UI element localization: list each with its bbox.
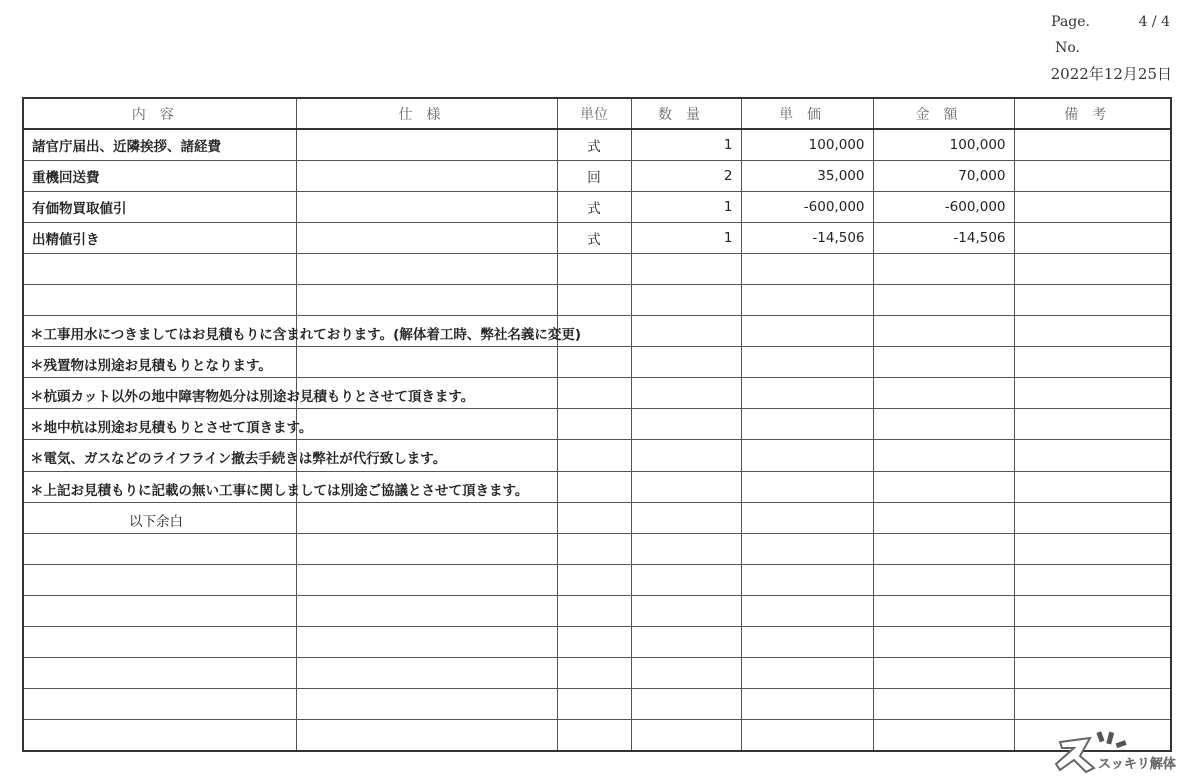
item-amount xyxy=(873,191,1014,222)
empty-cell xyxy=(557,627,631,658)
empty-cell xyxy=(557,595,631,626)
empty-cell xyxy=(1014,409,1171,440)
empty-cell xyxy=(873,564,1014,595)
empty-cell xyxy=(741,409,873,440)
item-unit-price xyxy=(741,160,873,191)
item-unit-text: 式 xyxy=(587,200,601,217)
empty-cell xyxy=(631,502,741,533)
empty-row xyxy=(23,627,1171,658)
empty-cell xyxy=(631,440,741,471)
item-qty xyxy=(631,222,741,253)
empty-cell xyxy=(296,689,557,720)
note-row xyxy=(23,471,1171,502)
item-qty-text: 1 xyxy=(723,229,733,246)
empty-cell xyxy=(557,689,631,720)
empty-cell xyxy=(1014,440,1171,471)
note-text xyxy=(23,378,475,409)
empty-cell xyxy=(873,316,1014,347)
document-number-label: No. xyxy=(1055,40,1080,56)
estimate-table xyxy=(22,97,1172,752)
empty-cell xyxy=(557,378,631,409)
empty-cell xyxy=(296,284,557,315)
empty-row xyxy=(23,720,1171,751)
empty-row xyxy=(23,564,1171,595)
item-unit xyxy=(557,191,631,222)
empty-cell xyxy=(741,627,873,658)
item-unit xyxy=(557,160,631,191)
empty-cell xyxy=(741,720,873,751)
item-name xyxy=(23,160,296,191)
empty-cell xyxy=(557,502,631,533)
empty-cell xyxy=(873,440,1014,471)
empty-cell xyxy=(557,564,631,595)
item-note xyxy=(1014,222,1171,253)
item-unit xyxy=(557,129,631,160)
item-name-text: 重機回送費 xyxy=(32,169,100,186)
empty-cell xyxy=(557,658,631,689)
empty-cell xyxy=(873,533,1014,564)
empty-cell xyxy=(631,595,741,626)
item-name-text: 諸官庁届出、近隣挨拶、諸経費 xyxy=(32,138,221,155)
empty-cell xyxy=(296,720,557,751)
empty-cell xyxy=(631,316,741,347)
item-note xyxy=(1014,160,1171,191)
item-name-text: 有価物買取値引 xyxy=(32,200,127,217)
item-spec xyxy=(296,160,557,191)
empty-cell xyxy=(23,720,296,751)
note-text xyxy=(23,471,529,502)
item-name xyxy=(23,191,296,222)
item-unit-price xyxy=(741,129,873,160)
empty-cell xyxy=(631,253,741,284)
item-qty xyxy=(631,191,741,222)
document-date: 2022年12月25日 xyxy=(1050,65,1172,83)
empty-cell xyxy=(873,284,1014,315)
empty-row xyxy=(23,284,1171,315)
column-header-unit-price: 単価 xyxy=(741,98,873,129)
item-amount-text: 70,000 xyxy=(958,167,1006,184)
empty-cell xyxy=(1014,471,1171,502)
empty-cell xyxy=(631,471,741,502)
empty-cell xyxy=(23,533,296,564)
empty-cell xyxy=(873,347,1014,378)
item-unit-price-text: -600,000 xyxy=(803,198,865,215)
empty-cell xyxy=(631,347,741,378)
item-unit-price-text: 100,000 xyxy=(808,136,865,153)
empty-cell xyxy=(741,471,873,502)
empty-cell xyxy=(741,658,873,689)
empty-cell xyxy=(631,720,741,751)
note-text xyxy=(23,440,447,471)
note-text xyxy=(23,347,296,378)
note-row xyxy=(23,378,1171,409)
empty-cell xyxy=(1014,689,1171,720)
empty-row xyxy=(23,253,1171,284)
note-text-text: ＊電気、ガスなどのライフライン撤去手続きは弊社が代行致します。 xyxy=(30,451,447,468)
empty-cell xyxy=(1014,284,1171,315)
table-row xyxy=(23,191,1171,222)
page-label: Page. xyxy=(1051,14,1090,30)
empty-cell xyxy=(741,440,873,471)
item-name xyxy=(23,222,296,253)
empty-cell xyxy=(873,720,1014,751)
item-spec xyxy=(296,191,557,222)
note-row xyxy=(23,440,1171,471)
item-qty xyxy=(631,129,741,160)
empty-cell xyxy=(631,627,741,658)
empty-cell xyxy=(23,564,296,595)
end-mark-row xyxy=(23,502,1171,533)
item-spec xyxy=(296,129,557,160)
empty-cell xyxy=(296,253,557,284)
item-unit-text: 式 xyxy=(587,231,601,248)
item-qty-text: 1 xyxy=(723,136,733,153)
item-qty xyxy=(631,160,741,191)
empty-cell xyxy=(741,502,873,533)
item-name xyxy=(23,129,296,160)
empty-cell xyxy=(873,253,1014,284)
column-header-remarks: 備考 xyxy=(1014,98,1171,129)
empty-row xyxy=(23,658,1171,689)
empty-row xyxy=(23,595,1171,626)
empty-cell xyxy=(296,627,557,658)
empty-cell xyxy=(557,720,631,751)
empty-cell xyxy=(296,658,557,689)
page-number: 4 / 4 xyxy=(1138,14,1170,30)
empty-cell xyxy=(1014,627,1171,658)
item-unit-text: 回 xyxy=(587,169,601,186)
item-note xyxy=(1014,129,1171,160)
empty-cell xyxy=(1014,595,1171,626)
empty-cell xyxy=(873,378,1014,409)
empty-cell xyxy=(557,284,631,315)
column-header-content: 内容 xyxy=(23,98,296,129)
empty-cell xyxy=(23,658,296,689)
empty-cell xyxy=(631,378,741,409)
svg-text:スッキリ解体: スッキリ解体 xyxy=(1098,757,1176,772)
end-mark xyxy=(23,502,296,533)
empty-cell xyxy=(631,284,741,315)
empty-cell xyxy=(23,253,296,284)
empty-cell xyxy=(741,347,873,378)
table-row xyxy=(23,129,1171,160)
note-text-text: ＊上記お見積もりに記載の無い工事に関しましては別途ご協議とさせて頂きます。 xyxy=(30,482,529,499)
empty-cell xyxy=(1014,533,1171,564)
item-amount xyxy=(873,222,1014,253)
empty-cell xyxy=(296,409,557,440)
empty-cell xyxy=(873,409,1014,440)
empty-cell xyxy=(23,284,296,315)
empty-cell xyxy=(296,502,557,533)
item-amount-text: 100,000 xyxy=(949,136,1006,153)
table-row xyxy=(23,222,1171,253)
empty-cell xyxy=(873,595,1014,626)
empty-cell xyxy=(873,689,1014,720)
empty-cell xyxy=(741,284,873,315)
item-name-text: 出精値引き xyxy=(32,231,100,248)
empty-cell xyxy=(1014,253,1171,284)
item-amount xyxy=(873,129,1014,160)
empty-cell xyxy=(557,409,631,440)
empty-cell xyxy=(741,316,873,347)
note-row xyxy=(23,347,1171,378)
item-unit-text: 式 xyxy=(587,138,601,155)
column-header-unit: 単位 xyxy=(557,98,631,129)
empty-cell xyxy=(557,253,631,284)
empty-cell xyxy=(873,627,1014,658)
item-unit-price xyxy=(741,191,873,222)
item-unit-price-text: -14,506 xyxy=(812,229,865,246)
empty-cell xyxy=(741,689,873,720)
empty-cell xyxy=(1014,658,1171,689)
note-text xyxy=(23,316,581,347)
item-amount xyxy=(873,160,1014,191)
item-qty-text: 2 xyxy=(723,167,733,184)
empty-cell xyxy=(1014,564,1171,595)
note-text-text: ＊地中杭は別途お見積もりとさせて頂きます。 xyxy=(30,420,313,437)
empty-cell xyxy=(873,658,1014,689)
empty-row xyxy=(23,689,1171,720)
empty-cell xyxy=(741,533,873,564)
item-note xyxy=(1014,191,1171,222)
end-mark-text: 以下余白 xyxy=(129,513,183,530)
column-header-spec: 仕様 xyxy=(296,98,557,129)
empty-cell xyxy=(631,689,741,720)
empty-cell xyxy=(1014,378,1171,409)
empty-cell xyxy=(631,409,741,440)
item-spec xyxy=(296,222,557,253)
item-unit-price xyxy=(741,222,873,253)
empty-cell xyxy=(557,471,631,502)
empty-cell xyxy=(1014,316,1171,347)
empty-cell xyxy=(557,440,631,471)
note-text xyxy=(23,409,313,440)
empty-cell xyxy=(1014,502,1171,533)
empty-cell xyxy=(23,595,296,626)
empty-cell xyxy=(557,533,631,564)
empty-cell xyxy=(23,627,296,658)
note-text-text: ＊残置物は別途お見積もりとなります。 xyxy=(30,358,272,375)
note-row xyxy=(23,316,1171,347)
empty-cell xyxy=(296,533,557,564)
empty-cell xyxy=(741,253,873,284)
empty-cell xyxy=(741,564,873,595)
item-unit xyxy=(557,222,631,253)
empty-cell xyxy=(296,564,557,595)
empty-cell xyxy=(631,658,741,689)
note-row xyxy=(23,409,1171,440)
empty-cell xyxy=(741,595,873,626)
item-unit-price-text: 35,000 xyxy=(817,167,865,184)
empty-cell xyxy=(296,595,557,626)
column-header-amount: 金額 xyxy=(873,98,1014,129)
note-text-text: ＊杭頭カット以外の地中障害物処分は別途お見積もりとさせて頂きます。 xyxy=(30,389,475,406)
item-qty-text: 1 xyxy=(723,198,733,215)
watermark-logo xyxy=(1050,728,1190,776)
empty-cell xyxy=(23,689,296,720)
empty-cell xyxy=(631,533,741,564)
empty-cell xyxy=(296,347,557,378)
item-amount-text: -14,506 xyxy=(953,229,1006,246)
column-header-quantity: 数量 xyxy=(631,98,741,129)
table-row xyxy=(23,160,1171,191)
table-header-row xyxy=(23,98,1171,129)
empty-cell xyxy=(1014,347,1171,378)
empty-cell xyxy=(873,502,1014,533)
item-amount-text: -600,000 xyxy=(944,198,1006,215)
empty-row xyxy=(23,533,1171,564)
empty-cell xyxy=(631,564,741,595)
note-text-text: ＊工事用水につきましてはお見積もりに含まれております。(解体着工時、弊社名義に変更) xyxy=(30,327,581,344)
empty-cell xyxy=(873,471,1014,502)
empty-cell xyxy=(741,378,873,409)
empty-cell xyxy=(557,347,631,378)
